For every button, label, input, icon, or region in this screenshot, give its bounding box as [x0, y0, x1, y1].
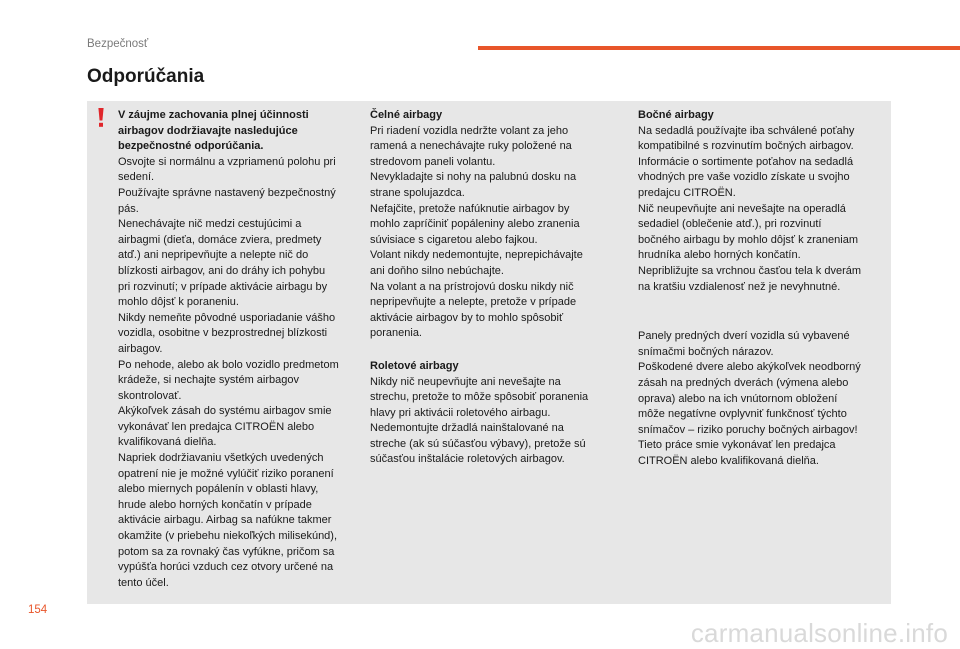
text-line: Akýkoľvek zásah do systému airbagov smie [118, 405, 332, 418]
page-title: Odporúčania [87, 66, 205, 87]
text-line: sedení. [118, 171, 155, 184]
column-front-and-curtain-airbags [370, 108, 588, 468]
text-line: tento účel. [118, 576, 169, 589]
text-line: zásah na predných dverách (výmena alebo [638, 376, 849, 389]
text-line: aktivácie airbagu. Airbag sa nafúkne takmer [118, 514, 332, 527]
text-line: Nedemontujte držadlá nainštalované na [370, 422, 564, 435]
heading-line: airbagov dodržiavajte nasledujúce [118, 124, 298, 137]
text-line: kompatibilné s rozvinutím bočných airbagov. [638, 140, 854, 153]
paragraph-gap [638, 312, 861, 329]
paragraph-gap [638, 295, 861, 312]
text-line: Nepribližujte sa vrchnou časťou tela k dverám [638, 264, 862, 277]
text-line: Nenechávajte nič medzi cestujúcimi a [118, 218, 302, 231]
text-line: sedadiel (oblečenie atď.), pri rozvinutí [638, 218, 822, 231]
heading-line: bezpečnostné odporúčania. [118, 140, 264, 153]
text-line: hrude alebo horných končatín v prípade [118, 498, 312, 511]
text-line: aktivácie airbagov by to mohlo spôsobiť [370, 311, 564, 324]
text-line: airbagov. [118, 342, 163, 355]
text-line: Po nehode, alebo ak bolo vozidlo predmetom [118, 358, 339, 371]
text-line: Nikdy nič neupevňujte ani nevešajte na [370, 375, 561, 388]
text-line: opatrení nie je možné vylúčiť riziko poranení [118, 467, 334, 480]
heading-line: V záujme zachovania plnej účinnosti [118, 109, 309, 121]
text-line: mohlo zapríčiniť popáleniny alebo zranenia [370, 218, 580, 231]
text-line: Nevykladajte si nohy na palubnú dosku na [370, 171, 577, 184]
text-line: kvalifikovaná dielňa. [118, 436, 217, 449]
accent-rule [478, 46, 960, 50]
text-line: hlavy pri aktivácii roletového airbagu. [370, 406, 551, 419]
text-line: Panely predných dverí vozidla sú vybavené [638, 330, 850, 343]
text-line: Tieto práce smie vykonávať len predajca [638, 439, 836, 452]
text-line: snímačmi bočných nárazov. [638, 345, 774, 358]
text-line: oprava) alebo na ich vnútornom obložení [638, 392, 838, 405]
watermark: carmanualsonline.info [690, 618, 948, 648]
text-line: skontrolovať. [118, 389, 182, 402]
text-line: Nikdy nemeňte pôvodné usporiadanie vášho [118, 311, 336, 324]
text-line: Napriek dodržiavaniu všetkých uvedených [118, 452, 324, 465]
heading-line: Bočné airbagy [638, 109, 714, 121]
text-line: vypúšťa horúci vzduch cez otvory určené na [118, 561, 334, 574]
text-line: stredovom paneli volantu. [370, 155, 496, 168]
text-line: atď.) ani nepripevňujte a nelepte nič do [118, 249, 309, 262]
text-line: krádeže, si nechajte systém airbagov [118, 374, 299, 387]
text-line: Informácie o sortimente poťahov na sedadlá [638, 155, 854, 168]
text-line: Používajte správne nastavený bezpečnostný [118, 186, 336, 199]
text-line: Volant nikdy nedemontujte, neprepichávajte [370, 249, 583, 262]
text-line: alebo miernych popálenín v oblasti hlavy, [118, 483, 319, 496]
exclamation-icon [96, 108, 106, 128]
text-line: súčasťou inštalácie roletových airbagov. [370, 453, 565, 466]
text-line: potom sa za rovnaký čas vyfúkne, pričom sa [118, 545, 335, 558]
text-line: Nefajčite, pretože nafúknutie airbagov by [370, 202, 570, 215]
text-line: nepripevňujte a nelepte, pretože v prípade [370, 296, 577, 309]
text-line: okamžite (v priebehu niekoľkých milisekúnd), [118, 530, 338, 543]
text-line: pás. [118, 202, 139, 215]
text-line: pri rozvinutí; v prípade aktivácie airbagu by [118, 280, 328, 293]
text-line: ani doňho silno nebúchajte. [370, 264, 504, 277]
heading-line: Roletové airbagy [370, 359, 459, 372]
text-line: Na sedadlá používajte iba schválené poťahy [638, 124, 855, 137]
heading-line: Čelné airbagy [370, 109, 443, 121]
text-line: Na volant a na prístrojovú dosku nikdy nič [370, 280, 574, 293]
text-line: Nič neupevňujte ani nevešajte na operadlá [638, 202, 846, 215]
text-line: môže negatívne ovplyvniť funkčnosť týchto [638, 408, 847, 421]
text-line: snímačov – riziko poruchy bočných airbagov! [638, 423, 858, 436]
text-line: blízkosti airbagov, ani do dráhy ich pohybu [118, 264, 326, 277]
text-line: CITROËN alebo kvalifikovaná dielňa. [638, 454, 819, 467]
column-general-recommendations [118, 108, 339, 591]
text-line: strechu, pretože to môže spôsobiť poranenia [370, 391, 589, 404]
text-line: Poškodené dvere alebo akýkoľvek neodborný [638, 361, 861, 374]
text-line: na kratšiu vzdialenosť než je nevyhnutné. [638, 280, 841, 293]
text-line: streche (ak sú súčasťou výbavy), pretože sú [370, 437, 586, 450]
text-line: bočného airbagu by mohlo dôjsť k zraneniam [638, 233, 858, 246]
text-line: airbagmi (dieťa, domáce zviera, predmety [118, 233, 322, 246]
text-line: ramená a nenechávajte ruky položené na [370, 140, 572, 153]
page-number: 154 [28, 604, 48, 616]
text-line: súvisiace s cigaretou alebo fajkou. [370, 233, 538, 246]
text-line: vykonávať len predajca CITROËN alebo [118, 420, 315, 433]
text-line: mohlo dôjsť k poraneniu. [118, 296, 239, 309]
section-label: Bezpečnosť [87, 38, 149, 50]
text-line: predajcu CITROËN. [638, 186, 736, 199]
text-line: Osvojte si normálnu a vzpriamenú polohu pri [118, 155, 336, 168]
text-line: vhodných pre vaše vozidlo získate u svojho [638, 171, 850, 184]
text-line: poranenia. [370, 327, 422, 340]
text-line: vozidla, osobitne v bezprostrednej blízkosti [118, 327, 328, 340]
text-line: Pri riadení vozidla nedržte volant za jeho [370, 124, 569, 137]
text-line: hrudníka alebo horných končatín. [638, 249, 801, 262]
paragraph-gap [370, 342, 588, 359]
text-line: strane spolujazdca. [370, 186, 465, 199]
column-side-airbags [638, 108, 861, 469]
